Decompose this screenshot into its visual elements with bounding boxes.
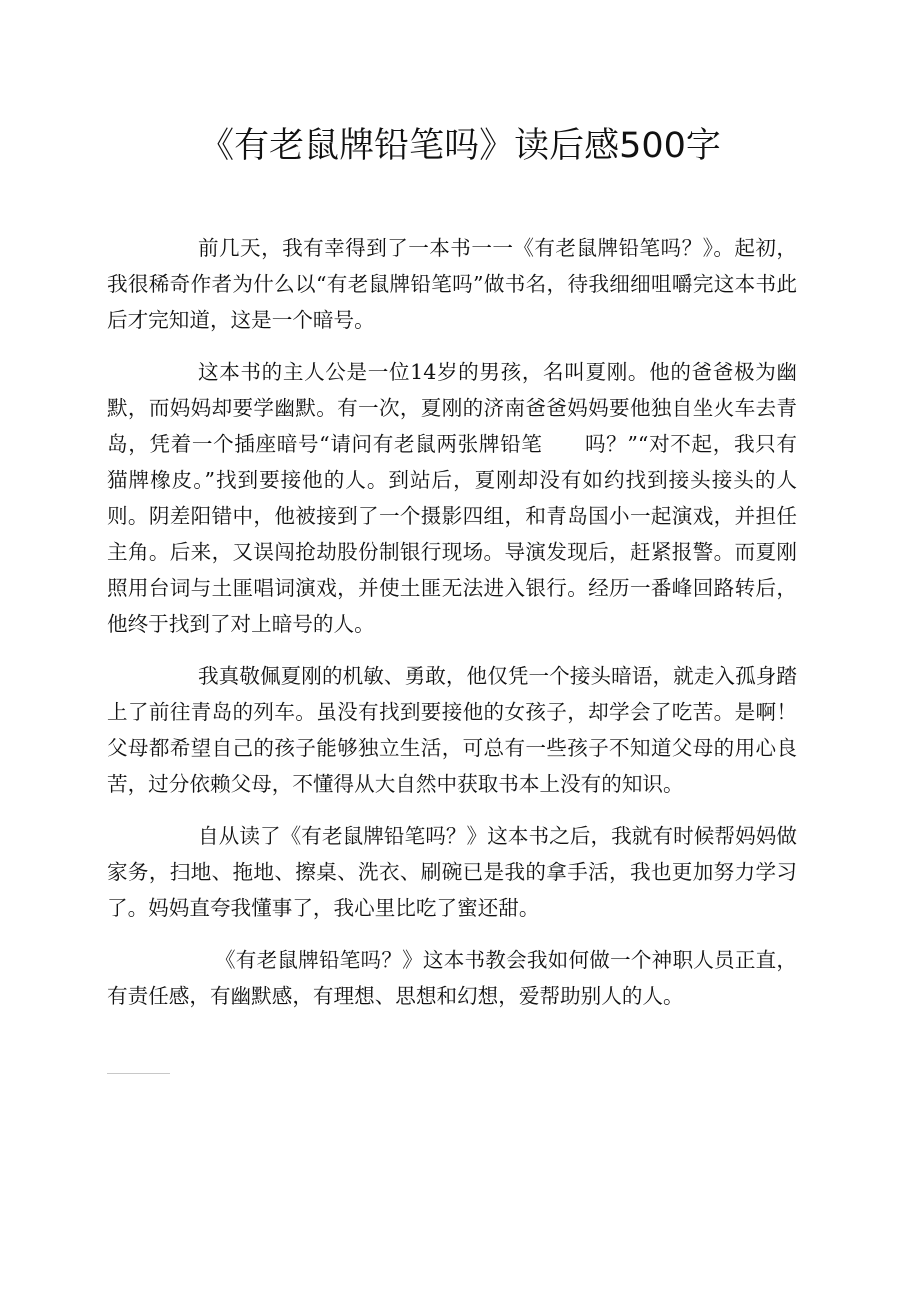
document-title: 《有老鼠牌铅笔吗》读后感500字 <box>199 126 721 166</box>
paragraph-intro: 前几天，我有幸得到了一本书一一《有老鼠牌铅笔吗？》。起初，我很稀奇作者为什么以“有老鼠牌铅笔吗”做书名，待我细细咀嚼完这本书此后才完知道，这是一个暗号。 <box>107 236 797 332</box>
document-body <box>107 230 797 1030</box>
footnote-divider <box>107 1073 170 1074</box>
paragraph-change: 自从读了《有老鼠牌铅笔吗？》这本书之后，我就有时候帮妈妈做家务，扫地、拖地、擦桌、洗衣、刷碗已是我的拿手活，我也更加努力学习了。妈妈直夸我懂事了，我心里比吃了蜜还甜。 <box>107 824 797 920</box>
paragraph-admiration: 我真敬佩夏刚的机敏、勇敢，他仅凭一个接头暗语，就走入孤身踏上了前往青岛的列车。虽没有找到要接他的女孩子，却学会了吃苦。是啊！父母都希望自己的孩子能够独立生活，可总有一些孩子不知道父母的用心良苦，过分依赖父母，不懂得从大自然中获取书本上没有的知识。 <box>107 664 797 796</box>
paragraph-conclusion: 《有老鼠牌铅笔吗？》这本书教会我如何做一个神职人员正直，有责任感，有幽默感，有理想、思想和幻想，爱帮助别人的人。 <box>107 948 797 1008</box>
paragraph-plot: 这本书的主人公是一位14岁的男孩，名叫夏刚。他的爸爸极为幽默，而妈妈却要学幽默。有一次，夏刚的济南爸爸妈妈要他独自坐火车去青岛，凭着一个插座暗号“请问有老鼠两张牌铅笔 吗？”“对不起，我只有猫牌橡皮。”找到要接他的人。到站后，夏刚却没有如约找到接头接头的人则。阴差阳错中，他被接到了一个摄影四组，和青岛国小一起演戏，并担任主角。后来，又误闯抢劫股份制银行现场。导演发现后，赶紧报警。而夏刚照用台词与土匪唱词演戏，并使土匪无法进入银行。经历一番峰回路转后，他终于找到了对上暗号的人。 <box>107 360 797 636</box>
